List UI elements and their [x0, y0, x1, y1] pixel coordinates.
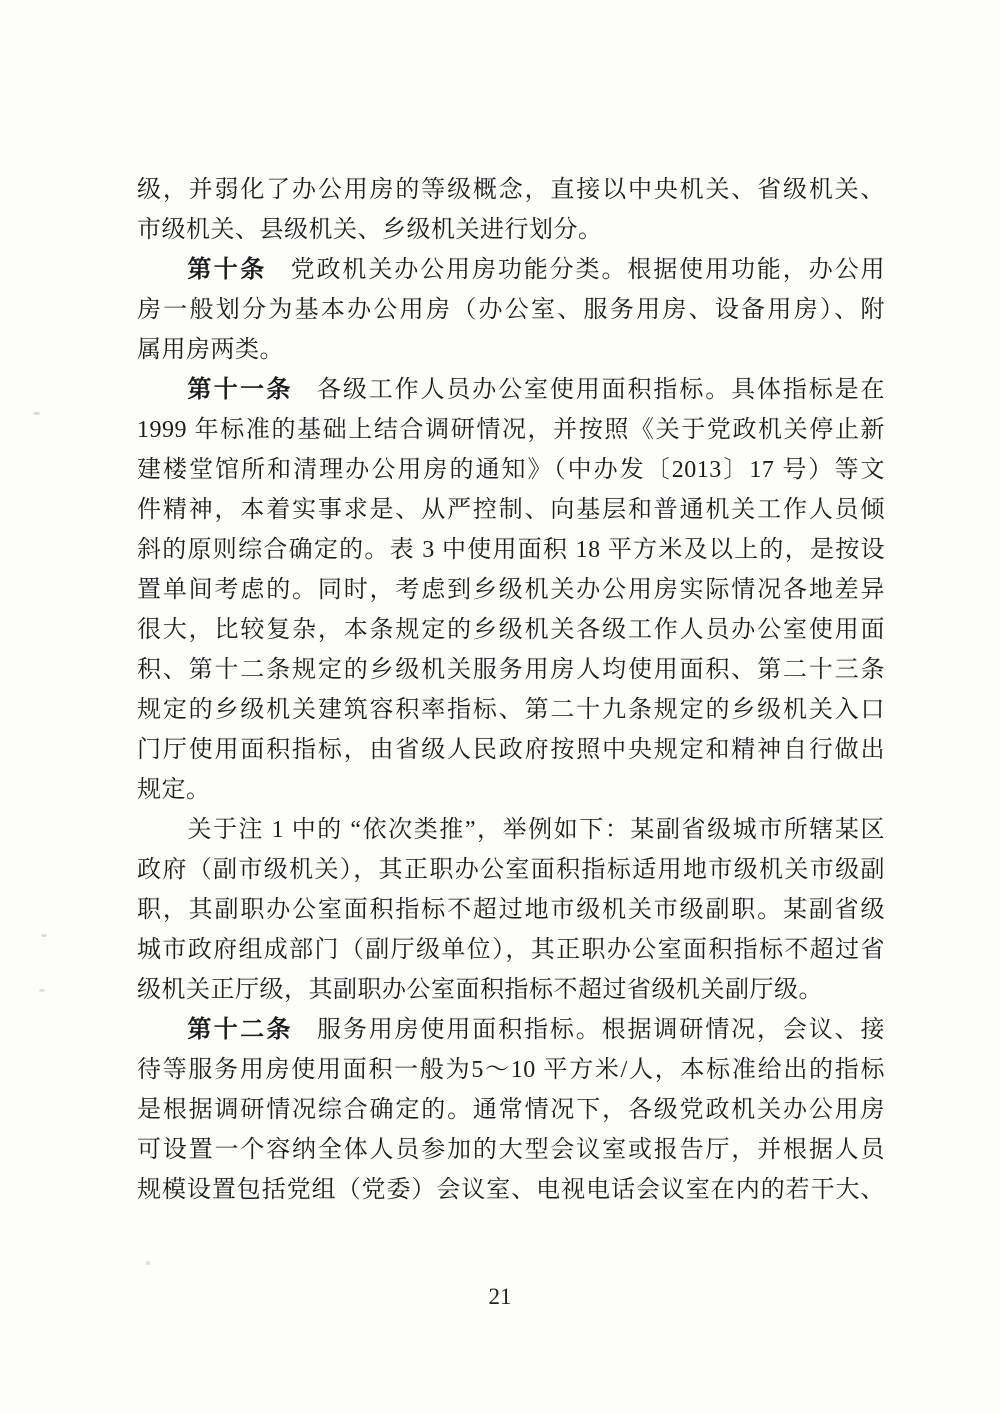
- line-text: 置单间考虑的。同时，考虑到乡级机关办公用房实际情况各地差异: [137, 577, 885, 603]
- text-line: [137, 410, 885, 450]
- article-number: 第十条: [187, 257, 267, 283]
- line-text: 是根据调研情况综合确定的。通常情况下，各级党政机关办公用房: [137, 1097, 885, 1123]
- scan-speck: [41, 934, 47, 937]
- text-line: [137, 770, 885, 810]
- text-line: [137, 930, 885, 970]
- line-text: 待等服务用房使用面积一般为5～10 平方米/人，本标准给出的指标: [137, 1057, 885, 1083]
- article-number: 第十一条: [187, 377, 293, 403]
- text-line: [137, 290, 885, 330]
- line-text: 党政机关办公用房功能分类。根据使用功能，办公用: [290, 257, 886, 283]
- line-text: 城市政府组成部门（副厅级单位），其正职办公室面积指标不超过省: [137, 937, 885, 963]
- text-line: [137, 490, 885, 530]
- text-line: [137, 450, 885, 490]
- text-line: [137, 970, 885, 1010]
- line-text: 政府（副市级机关），其正职办公室面积指标适用地市级机关市级副: [137, 857, 885, 883]
- line-text: 很大，比较复杂，本条规定的乡级机关各级工作人员办公室使用面: [137, 617, 885, 643]
- line-text: 规定的乡级机关建筑容积率指标、第二十九条规定的乡级机关入口: [137, 697, 885, 723]
- text-line: [137, 1090, 885, 1130]
- page-number: 21: [488, 1284, 512, 1309]
- line-text: 规模设置包括党组（党委）会议室、电视电话会议室在内的若干大、: [137, 1177, 885, 1203]
- article-number: 第十二条: [187, 1017, 293, 1043]
- line-text: 市级机关、县级机关、乡级机关进行划分。: [137, 217, 603, 243]
- text-line: [137, 610, 885, 650]
- text-line: [137, 890, 885, 930]
- line-text: 1999 年标准的基础上结合调研情况，并按照《关于党政机关停止新: [137, 417, 885, 443]
- text-line: [137, 530, 885, 570]
- text-line: [137, 1050, 885, 1090]
- text-line: [137, 250, 885, 290]
- line-text: 建楼堂馆所和清理办公用房的通知》（中办发〔2013〕17 号）等文: [137, 457, 885, 483]
- text-line: [137, 1010, 885, 1050]
- line-text: 积、第十二条规定的乡级机关服务用房人均使用面积、第二十三条: [137, 657, 885, 683]
- text-line: [137, 690, 885, 730]
- text-line: [137, 1130, 885, 1170]
- line-text: 门厅使用面积指标，由省级人民政府按照中央规定和精神自行做出: [137, 737, 885, 763]
- text-line: [137, 210, 885, 250]
- text-line: [137, 650, 885, 690]
- line-text: 规定。: [137, 777, 211, 803]
- scan-speck: [146, 1261, 150, 1265]
- line-text: 服务用房使用面积指标。根据调研情况，会议、接: [316, 1017, 886, 1043]
- line-text: 件精神，本着实事求是、从严控制、向基层和普通机关工作人员倾: [137, 497, 885, 523]
- text-line: [137, 370, 885, 410]
- line-text: 斜的原则综合确定的。表 3 中使用面积 18 平方米及以上的，是按设: [137, 537, 885, 563]
- line-text: 职，其副职办公室面积指标不超过地市级机关市级副职。某副省级: [137, 897, 885, 923]
- line-text: 属用房两类。: [137, 337, 284, 363]
- document-body: [137, 170, 885, 1210]
- line-text: 级机关正厅级，其副职办公室面积指标不超过省级机关副厅级。: [137, 977, 823, 1003]
- text-line: [137, 330, 885, 370]
- line-text: 房一般划分为基本办公用房（办公室、服务用房、设备用房）、附: [137, 297, 885, 323]
- text-line: [137, 1170, 885, 1210]
- scan-speck: [33, 412, 40, 415]
- text-line: [137, 570, 885, 610]
- text-line: [137, 170, 885, 210]
- line-text: 可设置一个容纳全体人员参加的大型会议室或报告厅，并根据人员: [137, 1137, 885, 1163]
- line-text: 各级工作人员办公室使用面积指标。具体指标是在: [316, 377, 886, 403]
- line-text: 级，并弱化了办公用房的等级概念，直接以中央机关、省级机关、: [137, 177, 885, 203]
- line-text: 关于注 1 中的 “依次类推”，举例如下：某副省级城市所辖某区: [187, 817, 885, 843]
- scan-speck: [39, 989, 45, 992]
- text-line: [137, 810, 885, 850]
- text-line: [137, 730, 885, 770]
- text-line: [137, 850, 885, 890]
